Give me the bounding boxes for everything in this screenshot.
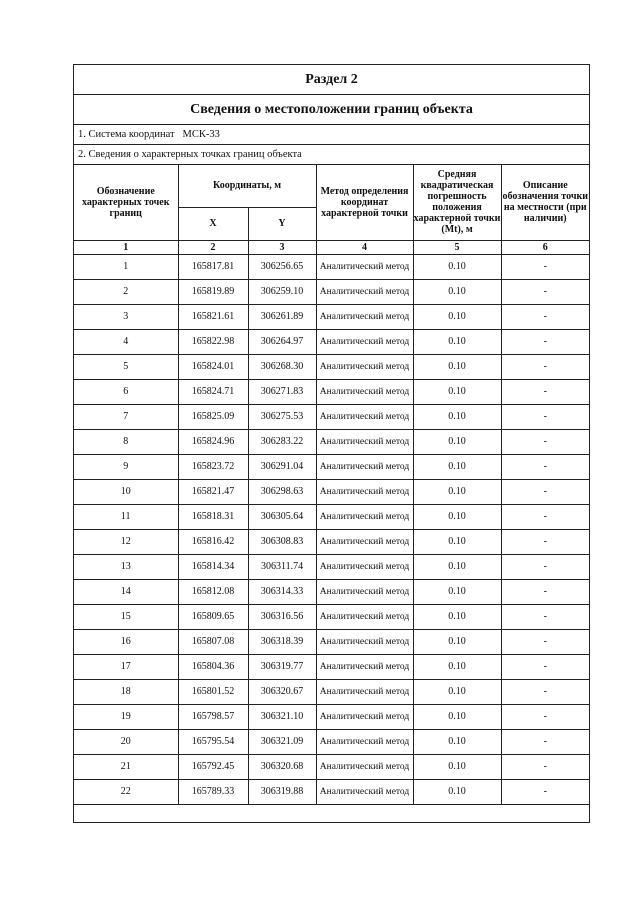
x-coordinate-cell: 165821.61 — [178, 304, 248, 329]
x-coordinate-cell: 165822.98 — [178, 329, 248, 354]
description-cell: - — [501, 779, 589, 804]
accuracy-cell: 0.10 — [413, 454, 501, 479]
accuracy-cell: 0.10 — [413, 754, 501, 779]
description-cell: - — [501, 454, 589, 479]
table-row — [74, 379, 589, 404]
table-row — [74, 754, 589, 779]
header-method: Метод определения координат характерной точки — [316, 165, 413, 240]
point-number-cell: 14 — [74, 579, 178, 604]
coordinate-system-line — [74, 125, 589, 145]
point-number-cell: 8 — [74, 429, 178, 454]
x-coordinate-cell: 165823.72 — [178, 454, 248, 479]
accuracy-cell: 0.10 — [413, 279, 501, 304]
description-cell: - — [501, 354, 589, 379]
method-cell: Аналитический метод — [316, 504, 413, 529]
point-number-cell: 10 — [74, 479, 178, 504]
y-coordinate-cell: 306275.53 — [248, 404, 316, 429]
point-number-cell: 22 — [74, 779, 178, 804]
method-cell: Аналитический метод — [316, 604, 413, 629]
table-row — [74, 329, 589, 354]
y-coordinate-cell: 306264.97 — [248, 329, 316, 354]
boundary-points-table — [74, 165, 589, 822]
method-cell: Аналитический метод — [316, 654, 413, 679]
description-cell: - — [501, 679, 589, 704]
method-cell: Аналитический метод — [316, 304, 413, 329]
table-row — [74, 304, 589, 329]
x-coordinate-cell: 165798.57 — [178, 704, 248, 729]
x-coordinate-cell: 165819.89 — [178, 279, 248, 304]
method-cell: Аналитический метод — [316, 404, 413, 429]
header-accuracy: Средняя квадратическая погрешность положения характерной точки (Mt), м — [413, 165, 501, 240]
y-coordinate-cell: 306321.10 — [248, 704, 316, 729]
x-coordinate-cell: 165809.65 — [178, 604, 248, 629]
accuracy-cell: 0.10 — [413, 479, 501, 504]
y-coordinate-cell: 306256.65 — [248, 254, 316, 279]
x-coordinate-cell: 165825.09 — [178, 404, 248, 429]
table-row — [74, 779, 589, 804]
x-coordinate-cell: 165824.71 — [178, 379, 248, 404]
table-row — [74, 429, 589, 454]
y-coordinate-cell: 306316.56 — [248, 604, 316, 629]
table-row — [74, 729, 589, 754]
accuracy-cell: 0.10 — [413, 679, 501, 704]
description-cell: - — [501, 754, 589, 779]
accuracy-cell: 0.10 — [413, 329, 501, 354]
point-number-cell: 9 — [74, 454, 178, 479]
method-cell: Аналитический метод — [316, 779, 413, 804]
y-coordinate-cell: 306298.63 — [248, 479, 316, 504]
column-number: 4 — [316, 240, 413, 254]
x-coordinate-cell: 165816.42 — [178, 529, 248, 554]
method-cell: Аналитический метод — [316, 729, 413, 754]
point-number-cell: 11 — [74, 504, 178, 529]
table-row — [74, 354, 589, 379]
method-cell: Аналитический метод — [316, 254, 413, 279]
table-row — [74, 604, 589, 629]
accuracy-cell: 0.10 — [413, 379, 501, 404]
x-coordinate-cell: 165801.52 — [178, 679, 248, 704]
accuracy-cell: 0.10 — [413, 579, 501, 604]
table-row — [74, 579, 589, 604]
table-row — [74, 404, 589, 429]
accuracy-cell: 0.10 — [413, 529, 501, 554]
description-cell: - — [501, 629, 589, 654]
accuracy-cell: 0.10 — [413, 254, 501, 279]
y-coordinate-cell: 306314.33 — [248, 579, 316, 604]
description-cell: - — [501, 604, 589, 629]
description-cell: - — [501, 404, 589, 429]
coordinate-system-label: 1. Система координат — [78, 129, 175, 140]
point-number-cell: 3 — [74, 304, 178, 329]
table-row — [74, 504, 589, 529]
x-coordinate-cell: 165821.47 — [178, 479, 248, 504]
accuracy-cell: 0.10 — [413, 404, 501, 429]
table-row — [74, 629, 589, 654]
x-coordinate-cell: 165789.33 — [178, 779, 248, 804]
method-cell: Аналитический метод — [316, 429, 413, 454]
accuracy-cell: 0.10 — [413, 304, 501, 329]
header-coordinates: Координаты, м — [178, 165, 316, 207]
accuracy-cell: 0.10 — [413, 504, 501, 529]
method-cell: Аналитический метод — [316, 479, 413, 504]
y-coordinate-cell: 306271.83 — [248, 379, 316, 404]
method-cell: Аналитический метод — [316, 554, 413, 579]
y-coordinate-cell: 306319.88 — [248, 779, 316, 804]
y-coordinate-cell: 306319.77 — [248, 654, 316, 679]
accuracy-cell: 0.10 — [413, 704, 501, 729]
description-cell: - — [501, 654, 589, 679]
accuracy-cell: 0.10 — [413, 729, 501, 754]
method-cell: Аналитический метод — [316, 454, 413, 479]
accuracy-cell: 0.10 — [413, 554, 501, 579]
table-row — [74, 529, 589, 554]
accuracy-cell: 0.10 — [413, 604, 501, 629]
table-row — [74, 679, 589, 704]
description-cell: - — [501, 729, 589, 754]
point-number-cell: 17 — [74, 654, 178, 679]
table-row — [74, 454, 589, 479]
point-number-cell: 20 — [74, 729, 178, 754]
point-number-cell: 12 — [74, 529, 178, 554]
table-row — [74, 554, 589, 579]
y-coordinate-cell: 306305.64 — [248, 504, 316, 529]
y-coordinate-cell: 306321.09 — [248, 729, 316, 754]
table-row — [74, 654, 589, 679]
x-coordinate-cell: 165795.54 — [178, 729, 248, 754]
point-number-cell: 15 — [74, 604, 178, 629]
y-coordinate-cell: 306268.30 — [248, 354, 316, 379]
table-row — [74, 479, 589, 504]
document-page — [73, 64, 590, 823]
description-cell: - — [501, 254, 589, 279]
method-cell: Аналитический метод — [316, 579, 413, 604]
y-coordinate-cell: 306308.83 — [248, 529, 316, 554]
x-coordinate-cell: 165818.31 — [178, 504, 248, 529]
coordinate-system-value: МСК-33 — [182, 129, 220, 140]
y-coordinate-cell: 306320.68 — [248, 754, 316, 779]
description-cell: - — [501, 504, 589, 529]
x-coordinate-cell: 165807.08 — [178, 629, 248, 654]
header-y: Y — [248, 207, 316, 240]
y-coordinate-cell: 306318.39 — [248, 629, 316, 654]
method-cell: Аналитический метод — [316, 354, 413, 379]
y-coordinate-cell: 306283.22 — [248, 429, 316, 454]
y-coordinate-cell: 306320.67 — [248, 679, 316, 704]
method-cell: Аналитический метод — [316, 379, 413, 404]
x-coordinate-cell: 165824.01 — [178, 354, 248, 379]
table-footer-row — [74, 804, 589, 822]
description-cell: - — [501, 554, 589, 579]
column-numbers-row — [74, 240, 589, 254]
point-number-cell: 4 — [74, 329, 178, 354]
column-number: 1 — [74, 240, 178, 254]
x-coordinate-cell: 165814.34 — [178, 554, 248, 579]
accuracy-cell: 0.10 — [413, 654, 501, 679]
point-number-cell: 16 — [74, 629, 178, 654]
method-cell: Аналитический метод — [316, 679, 413, 704]
method-cell: Аналитический метод — [316, 629, 413, 654]
accuracy-cell: 0.10 — [413, 429, 501, 454]
point-number-cell: 2 — [74, 279, 178, 304]
y-coordinate-cell: 306311.74 — [248, 554, 316, 579]
accuracy-cell: 0.10 — [413, 629, 501, 654]
description-cell: - — [501, 704, 589, 729]
page-subtitle: Сведения о местоположении границ объекта — [74, 95, 589, 125]
point-number-cell: 21 — [74, 754, 178, 779]
point-number-cell: 13 — [74, 554, 178, 579]
method-cell: Аналитический метод — [316, 279, 413, 304]
section-title: Раздел 2 — [74, 65, 589, 95]
point-number-cell: 1 — [74, 254, 178, 279]
description-cell: - — [501, 479, 589, 504]
y-coordinate-cell: 306261.89 — [248, 304, 316, 329]
method-cell: Аналитический метод — [316, 329, 413, 354]
header-designation: Обозначение характерных точек границ — [74, 165, 178, 240]
table-header-row — [74, 165, 589, 207]
x-coordinate-cell: 165824.96 — [178, 429, 248, 454]
description-cell: - — [501, 279, 589, 304]
table-row — [74, 704, 589, 729]
point-number-cell: 19 — [74, 704, 178, 729]
x-coordinate-cell: 165792.45 — [178, 754, 248, 779]
point-number-cell: 7 — [74, 404, 178, 429]
column-number: 5 — [413, 240, 501, 254]
table-row — [74, 254, 589, 279]
column-number: 2 — [178, 240, 248, 254]
description-cell: - — [501, 429, 589, 454]
point-number-cell: 5 — [74, 354, 178, 379]
method-cell: Аналитический метод — [316, 704, 413, 729]
table-row — [74, 279, 589, 304]
table-body — [74, 254, 589, 804]
description-cell: - — [501, 329, 589, 354]
method-cell: Аналитический метод — [316, 529, 413, 554]
x-coordinate-cell: 165812.08 — [178, 579, 248, 604]
points-info-line: 2. Сведения о характерных точках границ объекта — [74, 145, 589, 165]
accuracy-cell: 0.10 — [413, 779, 501, 804]
description-cell: - — [501, 579, 589, 604]
accuracy-cell: 0.10 — [413, 354, 501, 379]
point-number-cell: 6 — [74, 379, 178, 404]
description-cell: - — [501, 304, 589, 329]
x-coordinate-cell: 165817.81 — [178, 254, 248, 279]
column-number: 6 — [501, 240, 589, 254]
point-number-cell: 18 — [74, 679, 178, 704]
y-coordinate-cell: 306291.04 — [248, 454, 316, 479]
y-coordinate-cell: 306259.10 — [248, 279, 316, 304]
header-x: X — [178, 207, 248, 240]
description-cell: - — [501, 529, 589, 554]
header-description: Описание обозначения точки на местности (при наличии) — [501, 165, 589, 240]
column-number: 3 — [248, 240, 316, 254]
description-cell: - — [501, 379, 589, 404]
x-coordinate-cell: 165804.36 — [178, 654, 248, 679]
method-cell: Аналитический метод — [316, 754, 413, 779]
